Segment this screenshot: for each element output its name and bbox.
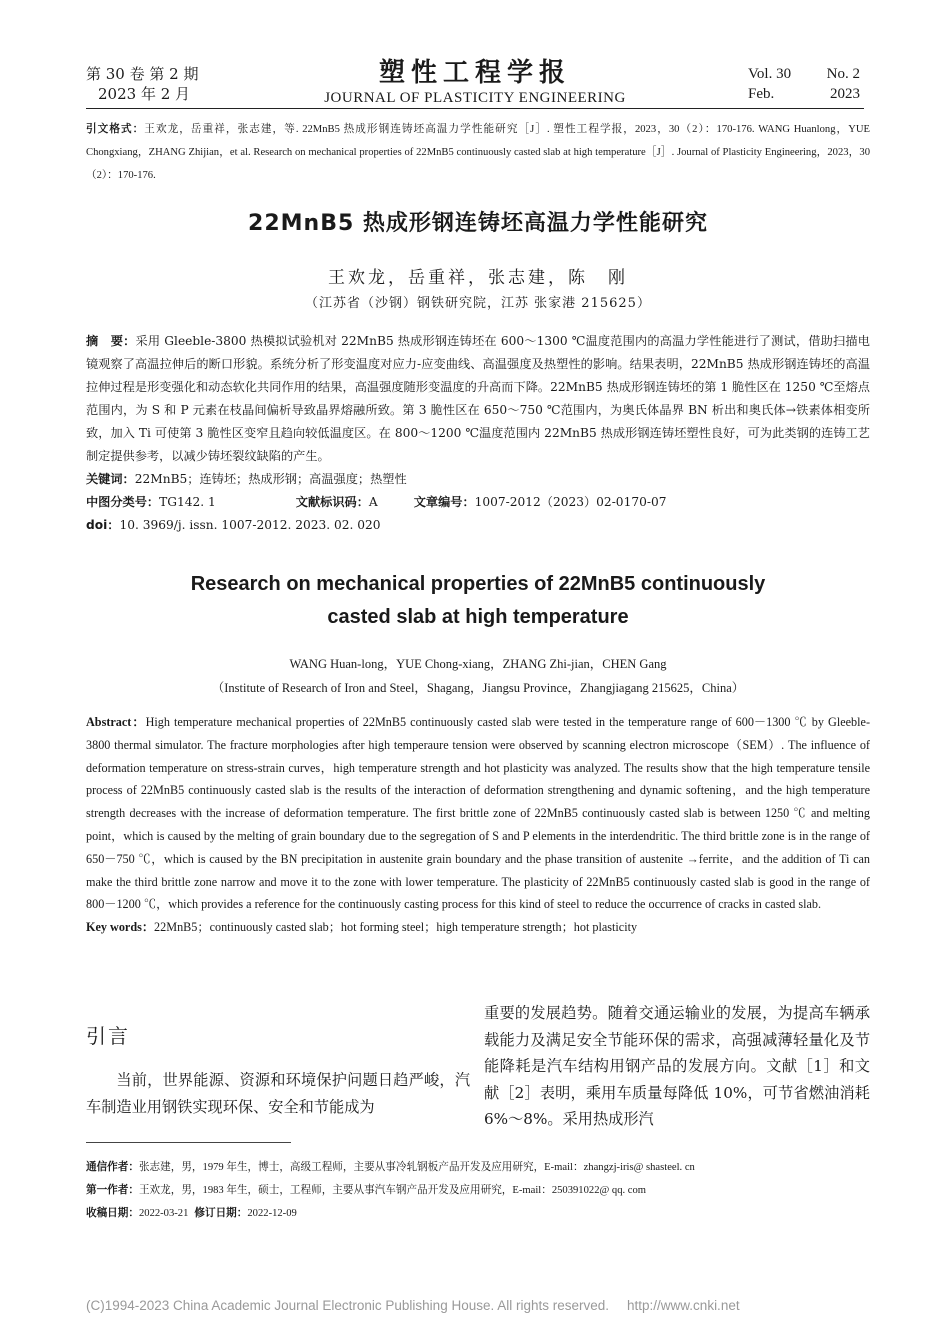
paper-title-en [86,568,870,634]
abstract-en-label: Abstract： [86,715,146,729]
issue-info [86,64,198,104]
corr-text: 张志建，男，1979 年生，博士，高级工程师，主要从事冷轧钢板产品开发及应用研究，E-mail：zhangzj-iris@ shasteel. cn [138,1162,695,1173]
journal-title-en: JOURNAL OF PLASTICITY ENGINEERING [324,90,626,106]
keywords-cn [86,468,870,491]
keywords-cn-label: 关键词： [86,472,135,486]
doc-code-value: A [368,495,378,509]
abstract-cn-label: 摘 要： [86,334,136,348]
cnki-watermark [86,1298,740,1313]
body-left-column [86,1020,470,1120]
footnote-divider [86,1142,291,1143]
article-no-label: 文章编号： [413,495,475,509]
authors-en: WANG Huan-long，YUE Chong-xiang，ZHANG Zhi-jian，CHEN Gang [289,657,667,671]
title-en-line-2: casted slab at high temperature [327,606,629,628]
journal-title-cn: 塑性工程学报 [378,58,571,88]
abstract-en-paragraph [86,711,870,916]
citation-text: 王欢龙，岳重祥，张志建，等. 22MnB5 热成形钢连铸坯高温力学性能研究［J］. 塑性工程学报，2023，30（2）：170-176. WANG Huanlong，YUE Chongxiang，ZHANG Zhijian，et al. Research on mechanical properties of 22MnB5 continuously casted slab at high temperature［J］. Journal of Plasticity Engineering，2023，30（2）：170-176. [86,124,870,181]
doi-value: 10. 3969/j. issn. 1007-2012. 2023. 02. 020 [119,518,381,532]
affiliation-en: （Institute of Research of Iron and Steel，Shagang，Jiangsu Province，Zhangjiagang 215625，China） [211,681,745,695]
first-text: 王欢龙，男，1983 年生，硕士，工程师，主要从事汽车钢产品开发及应用研究，E-mail：250391022@ qq. com [138,1185,647,1196]
affiliation-cn: （江苏省（沙钢）钢铁研究院，江苏 张家港 215625） [305,296,651,311]
citation-label: 引文格式： [86,123,145,135]
received-date: 2022-03-21 [138,1208,189,1219]
month-en: Feb. [748,86,775,102]
abstract-cn-text: 采用 Gleeble-3800 热模拟试验机对 22MnB5 热成形钢连铸坯在 600～1300 ℃温度范围内的高温力学性能进行了测试，借助扫描电镜观察了高温拉伸后的断口形貌。系统分析了形变温度对应力-应变曲线、高温强度及热塑性的影响。结果表明，22MnB5 热成形钢连铸坯的高温拉伸过程是形变强化和动态软化共同作用的结果，高温强度随形变温度的升高而下降。22MnB5 热成形钢连铸坯的第 1 脆性区在 1250 ℃至熔点范围内，为 S 和 P 元素在枝晶间偏析导致晶界熔融所致。第 3 脆性区在 650～750 ℃范围内，为奥氏体晶界 BN 析出和奥氏体→铁素体相变所致，加入 Ti 可使第 3 脆性区变窄且趋向较低温度区。在 800～1200 ℃温度范围内 22MnB5 热成形钢连铸坯塑性良好，可为此类钢的连铸工艺制定提供参考，以减少铸坯裂纹缺陷的产生。 [86,334,870,463]
doi-line [86,514,870,537]
year-en: 2023 [830,86,860,102]
keywords-en [86,916,870,939]
intro-paragraph-right: 重要的发展趋势。随着交通运输业的发展，为提高车辆承载能力及满足安全节能环保的需求，高强减薄轻量化及节能降耗是汽车结构用钢产品的发展方向。文献［1］和文献［2］表明，乘用车质量每降低 10%，可节省燃油消耗 6%～8%。采用热成形汽 [484,1004,870,1128]
abstract-cn-paragraph [86,330,870,468]
keywords-en-label: Key words： [86,920,155,935]
journal-masthead [300,58,650,107]
received-label: 收稿日期： [86,1207,139,1219]
keywords-en-text: 22MnB5；continuously casted slab；hot forming steel；high temperature strength；hot plasticity [154,920,638,935]
corr-label: 通信作者： [86,1161,139,1173]
footnotes [86,1156,870,1225]
volume-issue-cn: 第 30 卷 第 2 期 [86,65,199,83]
volume-en: Vol. 30 [748,66,792,82]
corresponding-author [86,1156,870,1179]
issue-info-en [748,64,860,104]
doc-code-label: 文献标识码： [295,495,369,509]
revised-date: 2022-12-09 [247,1208,297,1219]
number-en: No. 2 [826,66,860,82]
abstract-en-text: High temperature mechanical properties of 22MnB5 continuously casted slab were tested in the temperature range of 600－1300 ℃ by Gleeble-3800 thermal simulator. The fracture morphologies after high temperaure tension were observed by scanning electron microscope（SEM）. The influence of deformation temperature on stress-strain curves，high temperature strength and hot plasticity was analyzed. The results show that the high temperature tensile process of 22MnB5 continuously casted slab is the results of the interaction of deformation strengthening and dynamic softening，and the high temperature strength decreases with the increase of deformation temperature. The first brittle zone of 22MnB5 continuously casted slab is between 1250 ℃ and melting point，which is caused by the melting of grain boundary due to the segregation of S and P elements in the interdendritic. The third brittle zone is in the range of 650－750 ℃，which is caused by the BN precipitation in austenite grain boundary and the phase transition of austenite →ferrite，and the addition of Ti can make the third brittle zone narrow and move it to the zone with lower temperature. The plasticity of 22MnB5 continuously casted slab is good in the range of 800－1200 ℃，which provides a reference for the continuously casting process for this kind of steel to reduce the occurrence of cracks in casted slab. [86,715,870,912]
intro-paragraph-left: 当前，世界能源、资源和环境保护问题日趋严峻，汽车制造业用钢铁实现环保、安全和节能成为 [86,1071,470,1116]
revised-label: 修订日期： [194,1207,248,1219]
first-label: 第一作者： [86,1184,139,1196]
body-right-column [484,1000,870,1133]
date-cn: 2023 年 2 月 [98,85,191,103]
doi-label: doi： [86,518,120,532]
header-divider [86,108,864,109]
title-en-line-1: Research on mechanical properties of 22MnB5 continuously [190,573,766,595]
copyright-text: (C)1994-2023 China Academic Journal Electronic Publishing House. All rights reserved. [86,1298,610,1313]
section-heading-intro: 引言 [86,1024,130,1048]
keywords-cn-text: 22MnB5；连铸坯；热成形钢；高温强度；热塑性 [134,472,407,486]
clc-value: TG142. 1 [159,495,216,509]
abstract-cn [86,330,870,537]
citation-block [86,118,870,187]
first-author [86,1179,870,1202]
authors-cn: 王欢龙，岳重祥，张志建，陈 刚 [328,268,628,288]
clc-label: 中图分类号： [86,495,160,509]
paper-title-cn: 22MnB5 热成形钢连铸坯高温力学性能研究 [248,211,708,236]
classification-line [86,491,870,514]
dates [86,1202,870,1225]
cnki-url: http://www.cnki.net [627,1298,740,1313]
article-no-value: 1007-2012（2023）02-0170-07 [474,495,667,509]
abstract-en [86,711,870,939]
